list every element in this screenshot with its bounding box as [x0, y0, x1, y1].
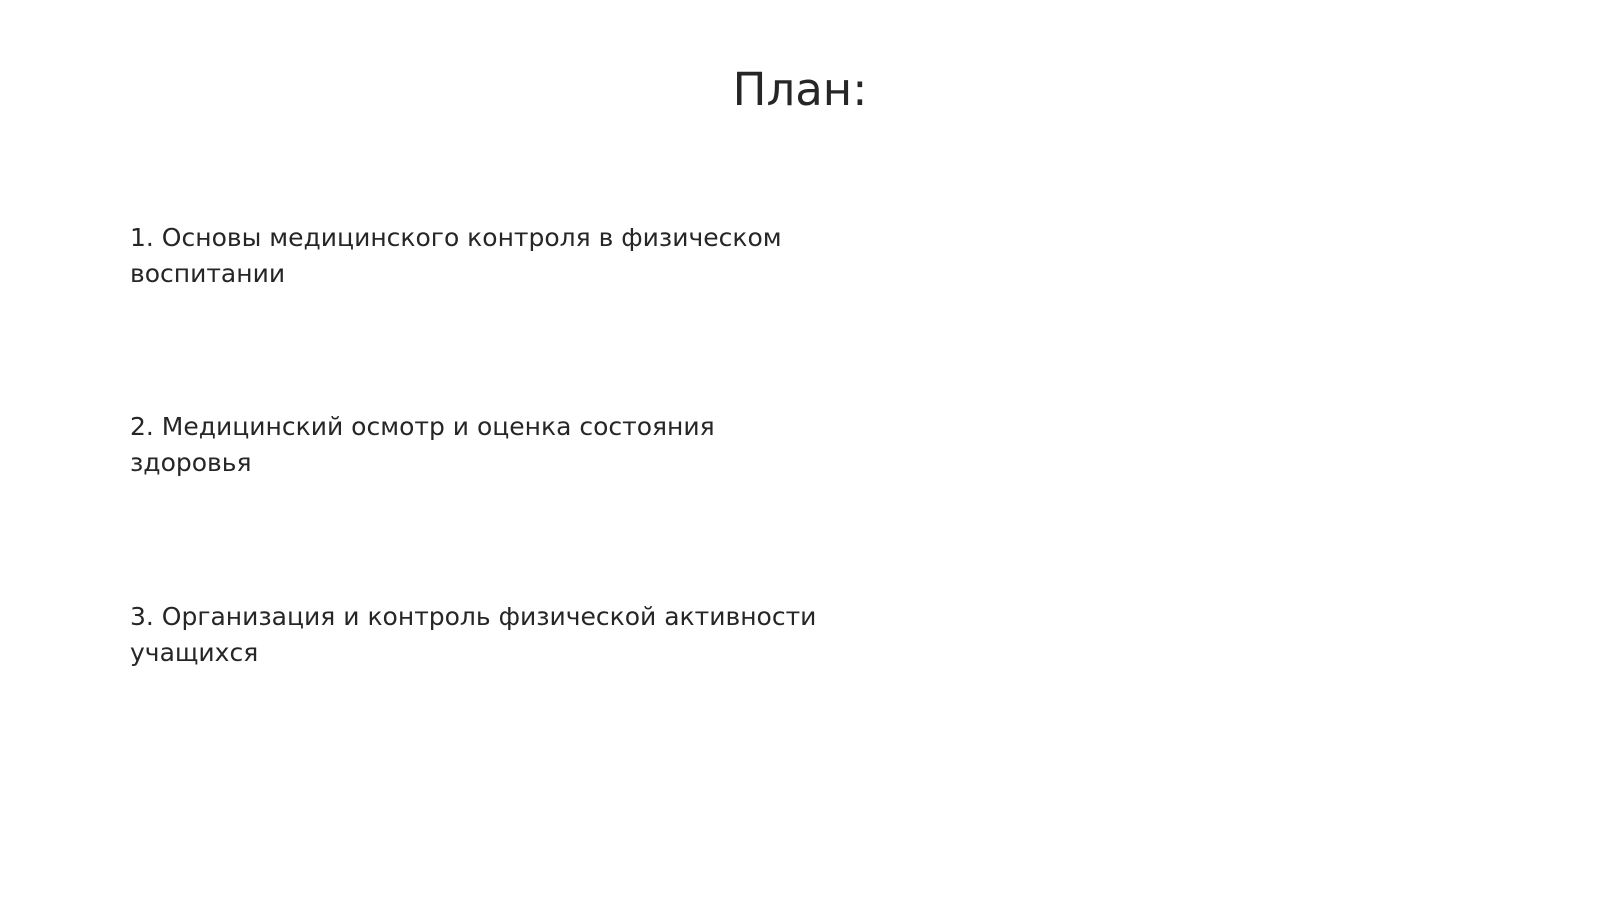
slide-title: План: — [732, 63, 868, 116]
plan-item-1: 1. Основы медицинского контроля в физическом воспитании — [130, 223, 782, 288]
plan-item-3: 3. Организация и контроль физической активности учащихся — [130, 602, 817, 667]
plan-item-2: 2. Медицинский осмотр и оценка состояния здоровья — [130, 412, 715, 477]
